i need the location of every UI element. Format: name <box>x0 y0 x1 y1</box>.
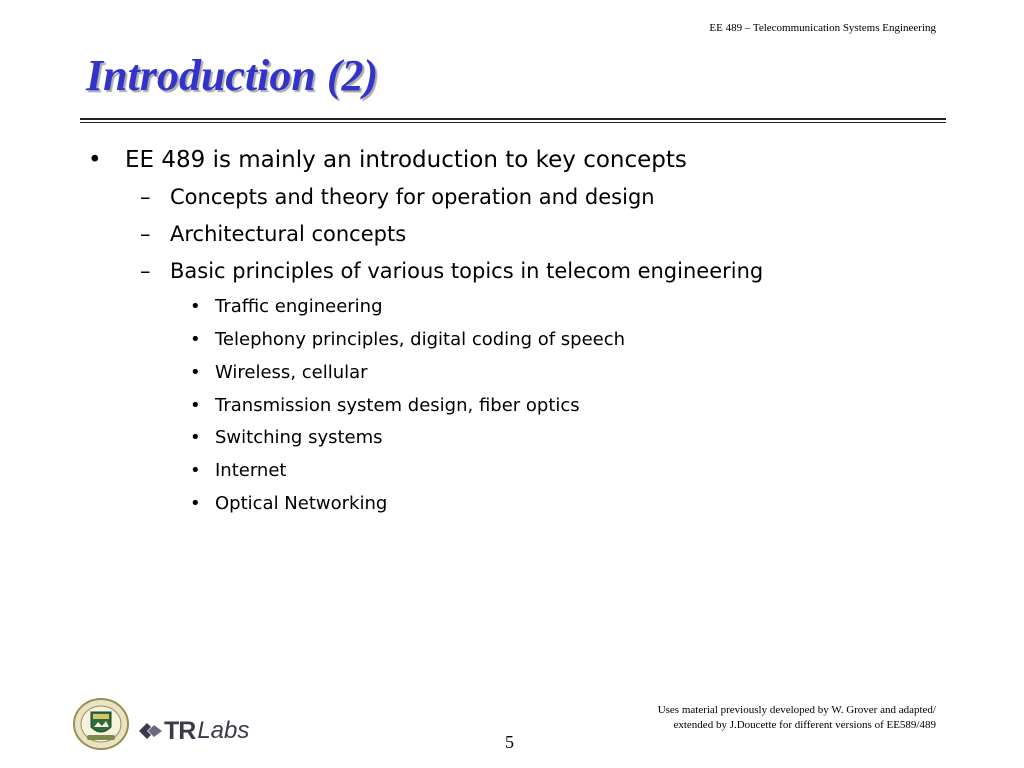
topic-item: Transmission system design, fiber optics <box>215 395 580 416</box>
footer-credit <box>658 703 936 733</box>
topic-item: Telephony principles, digital coding of speech <box>215 329 626 350</box>
course-header: EE 489 – Telecommunication Systems Engineering <box>709 22 936 34</box>
topic-item: Traffic engineering <box>215 296 383 317</box>
trlabs-mark-icon <box>138 720 164 742</box>
dash-marker: – <box>140 222 151 246</box>
topic-marker: • <box>190 460 201 481</box>
topic-item: Wireless, cellular <box>215 362 368 383</box>
sub-item: Basic principles of various topics in telecom engineering <box>170 259 764 283</box>
topic-marker: • <box>190 362 201 383</box>
trlabs-tr-text: TR <box>164 716 196 745</box>
dash-marker: – <box>140 259 151 283</box>
title-rule-thick <box>80 118 946 120</box>
bullet-marker: • <box>88 147 102 173</box>
university-seal-logo <box>72 697 130 751</box>
topic-item: Optical Networking <box>215 493 388 514</box>
topic-marker: • <box>190 427 201 448</box>
sub-item: Architectural concepts <box>170 222 407 246</box>
title-rule-thin <box>80 122 946 123</box>
page-number: 5 <box>505 732 514 752</box>
trlabs-logo <box>138 716 249 746</box>
topic-marker: • <box>190 296 201 317</box>
topic-marker: • <box>190 329 201 350</box>
topic-marker: • <box>190 395 201 416</box>
footer-credit-line: extended by J.Doucette for different versions of EE589/489 <box>673 719 936 731</box>
trlabs-labs-text: Labs <box>197 717 250 744</box>
sub-item: Concepts and theory for operation and design <box>170 185 655 209</box>
footer-credit-line: Uses material previously developed by W. Grover and adapted/ <box>657 704 936 716</box>
topic-item: Switching systems <box>215 427 383 448</box>
slide-title: Introduction (2) <box>86 51 379 100</box>
dash-marker: – <box>140 185 151 209</box>
bullet-main: EE 489 is mainly an introduction to key concepts <box>125 147 687 173</box>
topic-marker: • <box>190 493 201 514</box>
topic-item: Internet <box>215 460 287 481</box>
